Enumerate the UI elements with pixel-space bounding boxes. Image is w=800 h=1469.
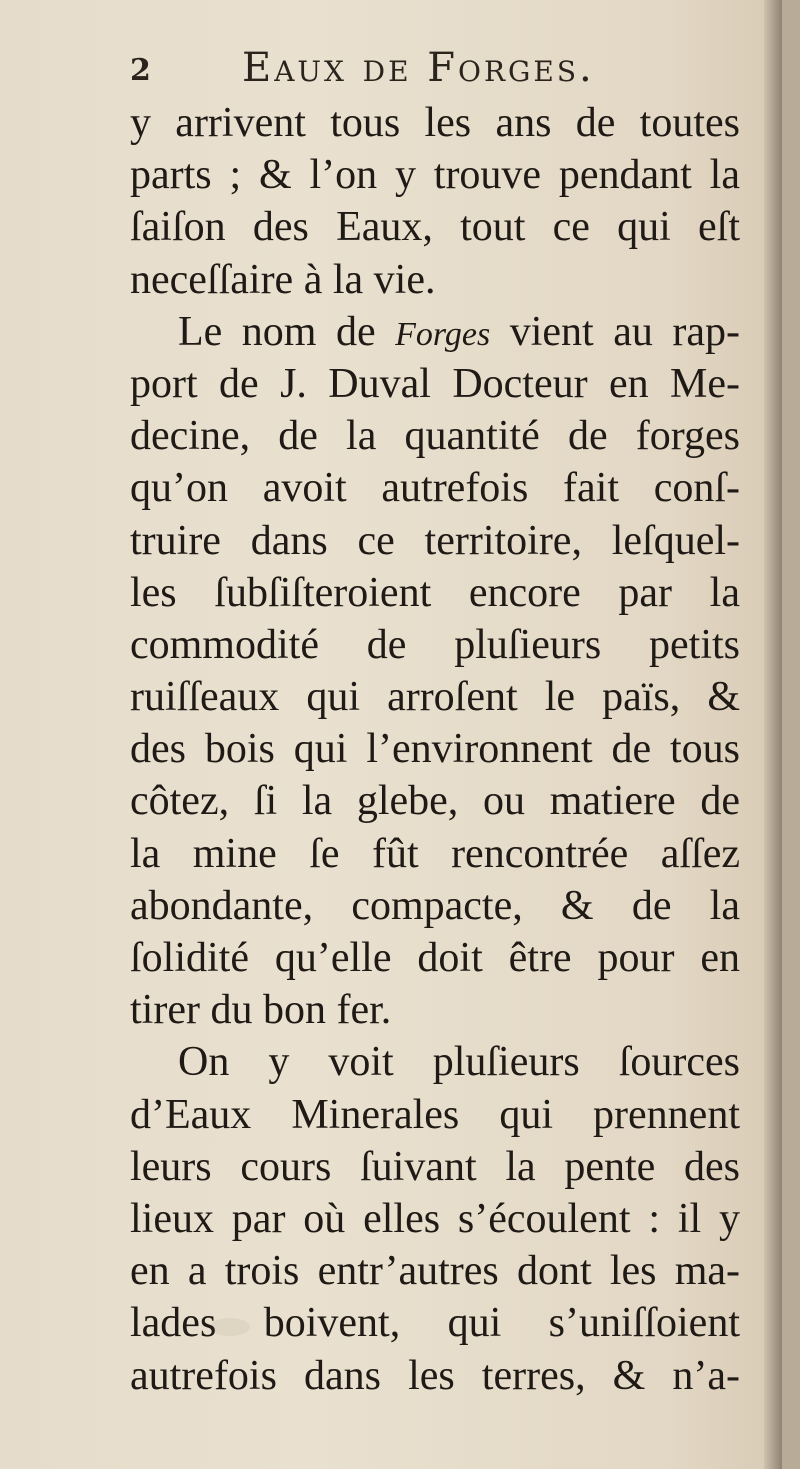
- text-line: en a trois entr’autres dont les ma-: [130, 1248, 740, 1295]
- text-line: decine, de la quantité de forges: [130, 413, 740, 460]
- text-line: port de J. Duval Docteur en Me-: [130, 360, 740, 407]
- page-number: 2: [130, 53, 151, 88]
- page-header: [130, 45, 630, 101]
- paragraph-start-line: [130, 306, 740, 358]
- text-line: ruiſſeaux qui arroſent le païs, &: [130, 674, 740, 721]
- text-line: les ſubſiſteroient encore par la: [130, 569, 740, 616]
- text-line: d’Eaux Minerales qui prennent: [130, 1091, 740, 1138]
- paragraph-start-line: On y voit pluſieurs ſources: [178, 1039, 740, 1086]
- text-line: autrefois dans les terres, & n’a-: [130, 1352, 740, 1399]
- text-line: parts ; & l’on y trouve pendant la: [130, 152, 740, 199]
- text-line: des bois qui l’environnent de tous: [130, 726, 740, 773]
- text-line: commodité de pluſieurs petits: [130, 621, 740, 668]
- text-segment: vient au rap-: [509, 308, 740, 355]
- text-line: leurs cours ſuivant la pente des: [130, 1143, 740, 1190]
- running-head: Eaux de Forges.: [242, 45, 595, 91]
- page-gutter-shadow: [764, 0, 782, 1469]
- text-line: neceſſaire à la vie.: [130, 256, 436, 303]
- text-line: côtez, ſi la glebe, ou matiere de: [130, 778, 740, 825]
- text-line: y arrivent tous les ans de toutes: [130, 100, 740, 146]
- text-line: ſaiſon des Eaux, tout ce qui eſt: [130, 204, 740, 251]
- text-line: ſolidité qu’elle doit être pour en: [130, 935, 740, 981]
- text-line: qu’on avoit autrefois fait conſ-: [130, 465, 740, 512]
- text-line: lades boivent, qui s’uniſſoient: [130, 1300, 740, 1347]
- text-line: lieux par où elles s’écoulent : il y: [130, 1195, 740, 1242]
- paper-stain: [210, 1318, 250, 1336]
- text-line: abondante, compacte, & de la: [130, 882, 740, 929]
- text-line: tirer du bon fer.: [130, 987, 392, 1034]
- italic-place-name: Forges: [395, 315, 491, 353]
- text-line: truire dans ce territoire, leſquel-: [130, 517, 740, 564]
- text-line: la mine ſe fût rencontrée aſſez: [130, 830, 740, 877]
- body-text: [130, 97, 740, 1402]
- text-segment: Le nom de: [178, 308, 376, 355]
